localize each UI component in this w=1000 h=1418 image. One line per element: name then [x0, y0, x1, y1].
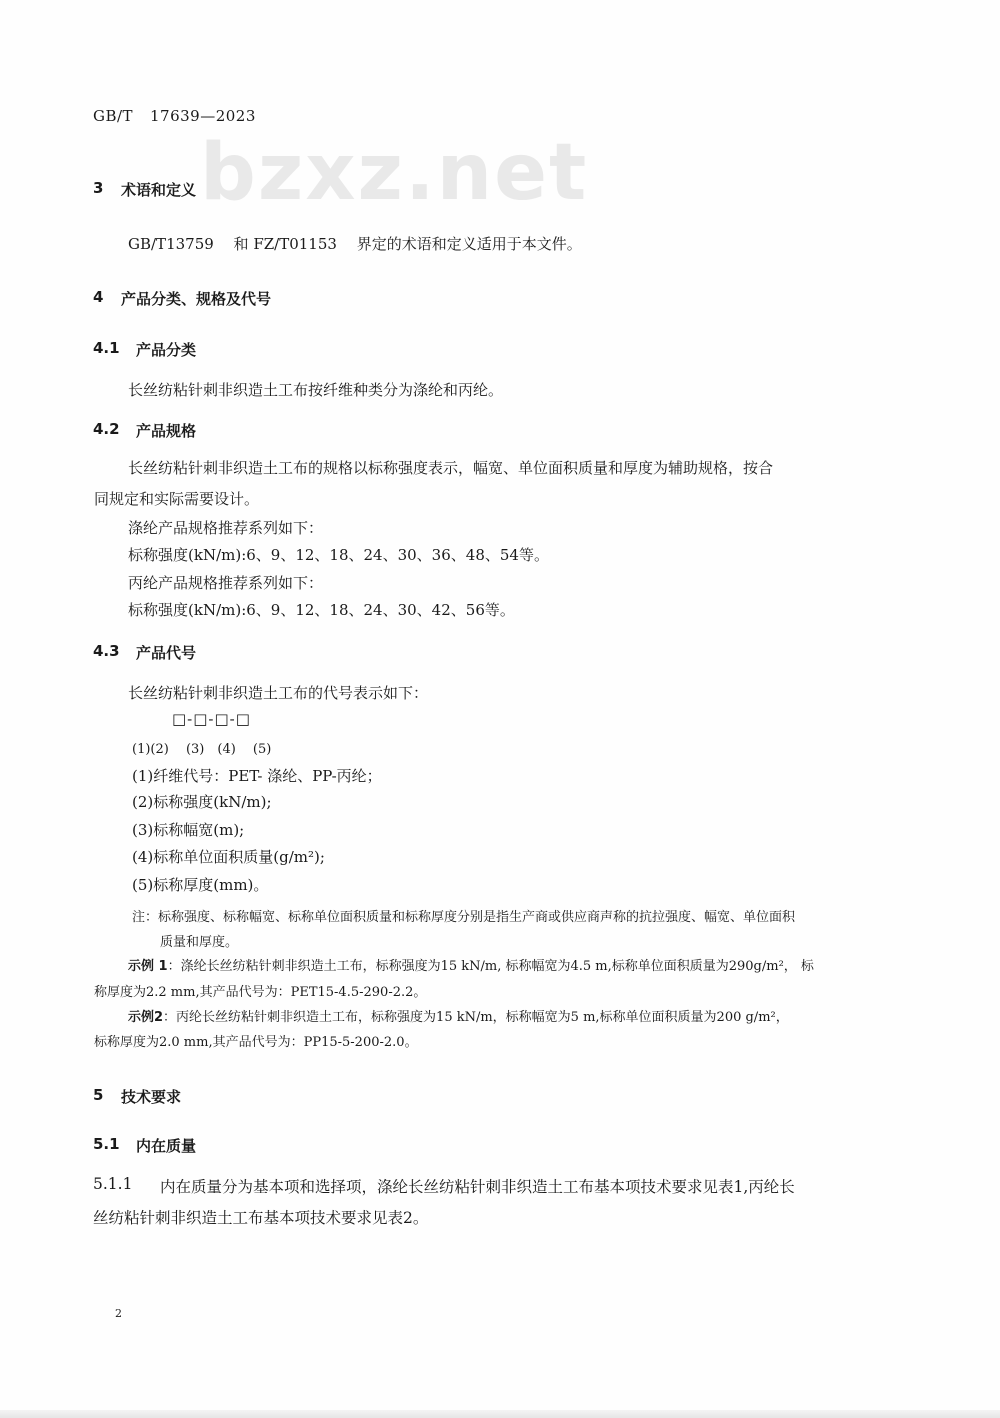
- section-4-title: 产品分类、规格及代号: [121, 290, 272, 308]
- section-4-3-title: 产品代号: [136, 644, 197, 662]
- section-5-1-number: 5.1: [93, 1135, 120, 1153]
- example-2-line-1: 示例2：丙纶长丝纺粘针刺非织造土工布，标称强度为15 kN/m，标称幅宽为5 m,标称单位面积质量为200 g/m²，: [128, 1010, 789, 1025]
- code-item-4: (4)标称单位面积质量(g/m²);: [132, 848, 325, 866]
- code-pattern: □-□-□-□: [172, 710, 251, 728]
- section-4-1-number: 4.1: [93, 339, 120, 357]
- section-3-body: GB/T13759 和 FZ/T01153 界定的术语和定义适用于本文件。: [128, 235, 582, 253]
- section-5-1-1-number: 5.1.1: [93, 1175, 133, 1193]
- section-3-title: 术语和定义: [121, 181, 197, 199]
- example-1-line-2: 称厚度为2.2 mm,其产品代号为：PET15-4.5-290-2.2。: [94, 985, 427, 1000]
- section-4-2-line2: 同规定和实际需要设计。: [94, 490, 260, 508]
- header-std-number: 17639—2023: [150, 107, 256, 125]
- example-1-label: 示例 1: [128, 959, 168, 974]
- example-1-line-1: 示例 1：涤纶长丝纺粘针刺非织造土工布，标称强度为15 kN/m, 标称幅宽为4.5 m,标称单位面积质量为290g/m²， 标: [128, 959, 814, 974]
- section-4-2-title: 产品规格: [136, 422, 197, 440]
- section-5-1-title: 内在质量: [136, 1137, 197, 1155]
- header-std-prefix: GB/T: [93, 107, 134, 125]
- note-line-1: 注：标称强度、标称幅宽、标称单位面积质量和标称厚度分别是指生产商或供应商声称的抗拉强度、幅宽、单位面积: [132, 910, 796, 925]
- section-4-1-body: 长丝纺粘针刺非织造土工布按纤维种类分为涤纶和丙纶。: [128, 381, 504, 399]
- example-2-line-2: 标称厚度为2.0 mm,其产品代号为：PP15-5-200-2.0。: [94, 1035, 418, 1050]
- section-4-2-line6: 标称强度(kN/m):6、9、12、18、24、30、42、56等。: [128, 601, 515, 619]
- section-4-number: 4: [93, 288, 104, 306]
- page-number: 2: [115, 1307, 122, 1320]
- watermark: bzxz.net: [200, 128, 589, 218]
- code-item-2: (2)标称强度(kN/m);: [132, 793, 272, 811]
- section-4-2-line5: 丙纶产品规格推荐系列如下：: [128, 574, 324, 592]
- example-2-label: 示例2: [128, 1010, 164, 1025]
- section-4-2-number: 4.2: [93, 420, 120, 438]
- section-4-2-line4: 标称强度(kN/m):6、9、12、18、24、30、36、48、54等。: [128, 546, 549, 564]
- code-item-3: (3)标称幅宽(m);: [132, 821, 245, 839]
- page-edge: [0, 1410, 1000, 1418]
- section-3-number: 3: [93, 179, 104, 197]
- section-5-1-1-line-1: 内在质量分为基本项和选择项，涤纶长丝纺粘针刺非织造土工布基本项技术要求见表1,丙纶长: [160, 1178, 795, 1196]
- section-4-3-number: 4.3: [93, 642, 120, 660]
- section-4-2-line3: 涤纶产品规格推荐系列如下：: [128, 519, 324, 537]
- code-item-5: (5)标称厚度(mm)。: [132, 876, 269, 894]
- section-4-2-line1: 长丝纺粘针刺非织造土工布的规格以标称强度表示，幅宽、单位面积质量和厚度为辅助规格，按合: [128, 459, 774, 477]
- section-5-title: 技术要求: [121, 1088, 182, 1106]
- section-5-number: 5: [93, 1086, 104, 1104]
- code-item-1: (1)纤维代号：PET- 涤纶、PP-丙纶；: [132, 767, 382, 785]
- section-4-3-intro: 长丝纺粘针刺非织造土工布的代号表示如下：: [128, 684, 429, 702]
- code-positions: (1)(2) (3) (4) (5): [132, 742, 272, 757]
- note-line-2: 质量和厚度。: [160, 935, 239, 950]
- section-4-1-title: 产品分类: [136, 341, 197, 359]
- section-5-1-1-line-2: 丝纺粘针刺非织造土工布基本项技术要求见表2。: [93, 1209, 429, 1227]
